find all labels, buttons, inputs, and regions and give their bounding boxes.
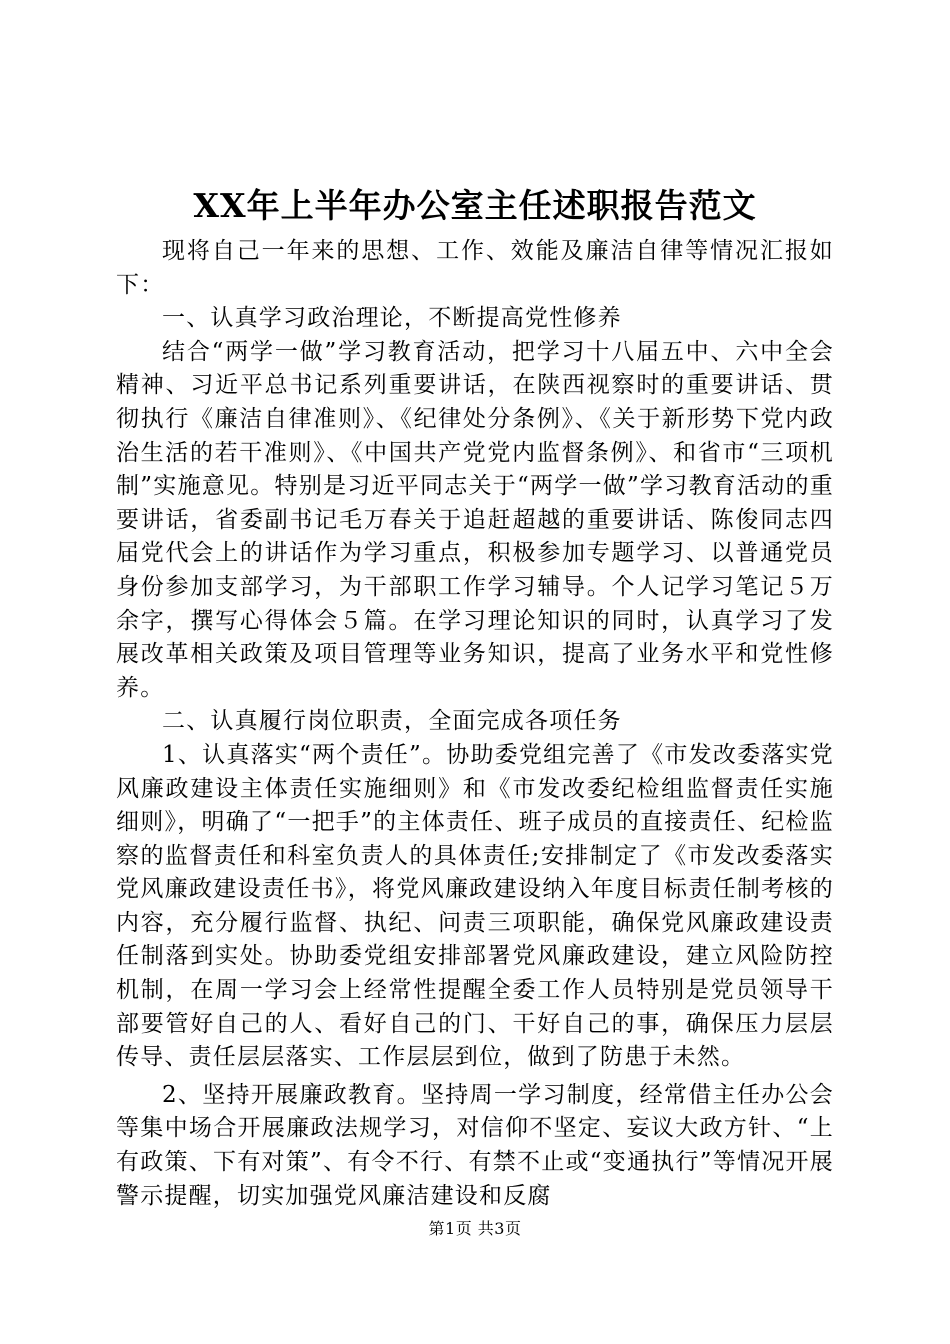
document-body: [116, 235, 834, 1213]
page-footer: 第1页 共3页: [428, 1219, 522, 1238]
paragraph-study: 结合“两学一做”学习教育活动，把学习十八届五中、六中全会精神、习近平总书记系列重要讲话，在陕西视察时的重要讲话、贯彻执行《廉洁自律准则》、《纪律处分条例》、《关于新形势下党内政治生活的若干准则》、《中国共产党党内监督条例》、和省市“三项机制”实施意见。特别是习近平同志关于“两学一做”学习教育活动的重要讲话，省委副书记毛万春关于追赶超越的重要讲话、陈俊同志四届党代会上的讲话作为学习重点，积极参加专题学习、以普通党员身份参加支部学习，为干部职工作学习辅导。个人记学习笔记５万余字，撰写心得体会５篇。在学习理论知识的同时，认真学习了发展改革相关政策及项目管理等业务知识，提高了业务水平和党性修养。: [116, 338, 834, 701]
paragraph-intro: 现将自己一年来的思想、工作、效能及廉洁自律等情况汇报如下：: [116, 238, 834, 298]
paragraph-education: 2、坚持开展廉政教育。坚持周一学习制度，经常借主任办公会等集中场合开展廉政法规学习，对信仰不坚定、妄议大政方针、“上有政策、下有对策”、有令不行、有禁不止或“变通执行”等情况开展警示提醒，切实加强党风廉洁建设和反腐: [116, 1081, 834, 1209]
section-heading-2: 二、认真履行岗位职责，全面完成各项任务: [162, 708, 622, 735]
section-heading-1: 一、认真学习政治理论，不断提高党性修养: [162, 305, 622, 332]
document-title: XX年上半年办公室主任述职报告范文: [193, 186, 757, 225]
paragraph-responsibility: 1、认真落实“两个责任”。协助委党组完善了《市发改委落实党风廉政建设主体责任实施细则》和《市发改委纪检组监督责任实施细则》，明确了“一把手”的主体责任、班子成员的直接责任、纪检监察的监督责任和科室负责人的具体责任;安排制定了《市发改委落实党风廉政建设责任书》，将党风廉政建设纳入年度目标责任制考核的内容，充分履行监督、执纪、问责三项职能，确保党风廉政建设责任制落到实处。协助委党组安排部署党风廉政建设，建立风险防控机制，在周一学习会上经常性提醒全委工作人员特别是党员领导干部要管好自己的人、看好自己的门、干好自己的事，确保压力层层传导、责任层层落实、工作层层到位，做到了防患于未然。: [116, 741, 834, 1071]
